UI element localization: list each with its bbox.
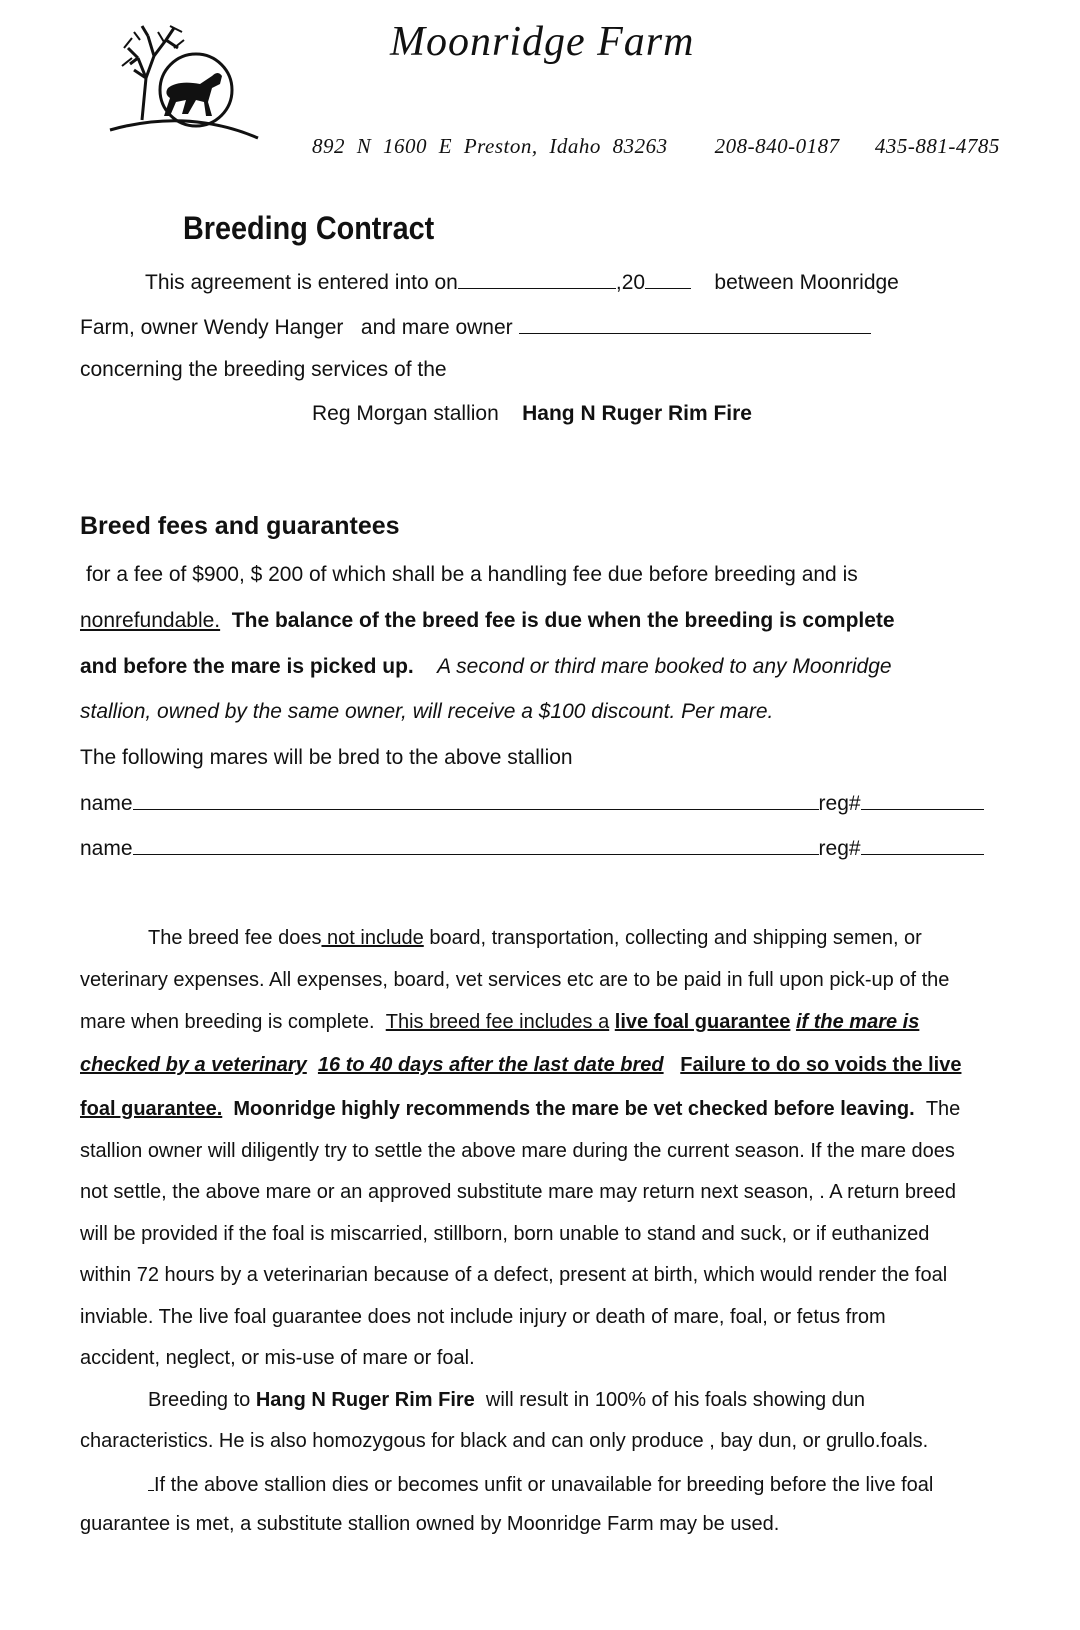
guarantee-condition: if the mare is: [795, 1011, 920, 1033]
stallion-name: Hang N Ruger Rim Fire: [522, 402, 752, 425]
terms-line-7: not settle, the above mare or an approved substitute mare may return next season, . A return breed: [80, 1181, 957, 1203]
terms-line-4: [80, 1054, 961, 1077]
contract-title: Breeding Contract: [183, 210, 435, 246]
mare-reg-blank[interactable]: [861, 836, 984, 855]
intro-text: This agreement is entered into on: [145, 271, 458, 294]
terms-text: Breeding to: [148, 1389, 251, 1411]
stallion-genetics-line-2: characteristics. He is also homozygous for black and can only produce , bay dun, or grullo.foals.: [80, 1430, 929, 1452]
intro-line-3: concerning the breeding services of the: [80, 358, 447, 381]
terms-line-11: accident, neglect, or mis-use of mare or foal.: [80, 1347, 475, 1369]
guarantee-intro: This breed fee includes a: [385, 1011, 610, 1033]
discount-text: A second or third mare booked to any Moonridge: [437, 655, 892, 678]
terms-line-2: veterinary expenses. All expenses, board, vet services etc are to be paid in full upon pick-up of the: [80, 969, 950, 991]
mare-name-blank[interactable]: [133, 791, 819, 810]
year-blank[interactable]: [645, 270, 691, 289]
stallion-line: [312, 402, 752, 426]
intro-text: and mare owner: [360, 316, 513, 339]
pickup-text: and before the mare is picked up.: [80, 655, 414, 678]
mare-name-blank[interactable]: [133, 836, 819, 855]
fees-line-5: The following mares will be bred to the above stallion: [80, 746, 573, 769]
terms-line-10: inviable. The live foal guarantee does not include injury or death of mare, foal, or fetus from: [80, 1306, 886, 1328]
live-foal-guarantee: live foal guarantee: [614, 1011, 791, 1033]
mare-reg-blank[interactable]: [861, 791, 984, 810]
fees-heading: Breed fees and guarantees: [80, 512, 400, 540]
farm-address: 892 N 1600 E Preston, Idaho 83263: [312, 134, 668, 158]
terms-text: will result in 100% of his foals showing dun: [485, 1389, 865, 1411]
reg-label: reg#: [818, 837, 861, 860]
intro-text: Farm, owner Wendy Hanger: [80, 316, 344, 339]
nonrefundable-text: nonrefundable.: [80, 609, 221, 632]
date-blank[interactable]: [458, 270, 616, 289]
fees-line-3: [80, 655, 892, 679]
void-warning: Failure to do so voids the live: [680, 1054, 962, 1076]
vet-check-text: checked by a veterinary: [80, 1054, 307, 1076]
terms-line-1: [148, 927, 922, 950]
balance-text: The balance of the breed fee is due when the breeding is complete: [231, 609, 895, 632]
farm-address-line: [312, 134, 1000, 159]
farm-logo: [108, 18, 268, 148]
name-label: name: [80, 837, 133, 860]
reg-label: reg#: [818, 792, 861, 815]
terms-line-8: will be provided if the foal is miscarried, stillborn, born unable to stand and suck, or if euthanized: [80, 1223, 930, 1245]
stallion-name: Hang N Ruger Rim Fire: [255, 1389, 475, 1411]
fees-line-4: stallion, owned by the same owner, will receive a $100 discount. Per mare.: [80, 700, 774, 723]
intro-text: between Moonridge: [714, 271, 899, 294]
terms-text: The: [925, 1098, 961, 1120]
terms-line-9: within 72 hours by a veterinarian because of a defect, present at birth, which would render the foal: [80, 1264, 948, 1286]
terms-text: mare when breeding is complete.: [80, 1011, 375, 1033]
mare-owner-blank[interactable]: [519, 315, 871, 334]
mare-row-1: [80, 791, 984, 816]
void-warning-end: foal guarantee.: [80, 1098, 223, 1120]
terms-text: If the above stallion dies or becomes unfit or unavailable for breeding before the live foal: [154, 1474, 934, 1496]
fees-line-1: for a fee of $900, $ 200 of which shall be a handling fee due before breeding and is: [86, 563, 858, 586]
stallion-genetics-line-1: [148, 1389, 865, 1412]
terms-line-6: stallion owner will diligently try to settle the above mare during the current season. If the mare does: [80, 1140, 955, 1162]
stallion-reg-label: Reg Morgan stallion: [312, 402, 499, 425]
mare-row-2: [80, 836, 984, 861]
intro-line-2: [80, 315, 871, 340]
farm-name: Moonridge Farm: [390, 19, 695, 65]
phone-1: 208-840-0187: [714, 134, 840, 158]
year-prefix: ,20: [615, 271, 646, 294]
vet-recommendation: Moonridge highly recommends the mare be vet checked before leaving.: [233, 1098, 915, 1120]
substitute-line-1: [148, 1472, 933, 1497]
phone-2: 435-881-4785: [874, 134, 1000, 158]
vet-check-window: 16 to 40 days after the last date bred: [317, 1054, 664, 1076]
substitute-line-2: guarantee is met, a substitute stallion owned by Moonridge Farm may be used.: [80, 1513, 780, 1535]
not-include-text: not include: [321, 927, 424, 949]
fees-line-2: [80, 609, 895, 633]
intro-line-1: [145, 270, 899, 295]
terms-text: board, transportation, collecting and shipping semen, or: [423, 927, 922, 949]
terms-line-3: [80, 1011, 919, 1034]
name-label: name: [80, 792, 133, 815]
terms-line-5: [80, 1098, 960, 1121]
terms-text: The breed fee does: [148, 927, 322, 949]
